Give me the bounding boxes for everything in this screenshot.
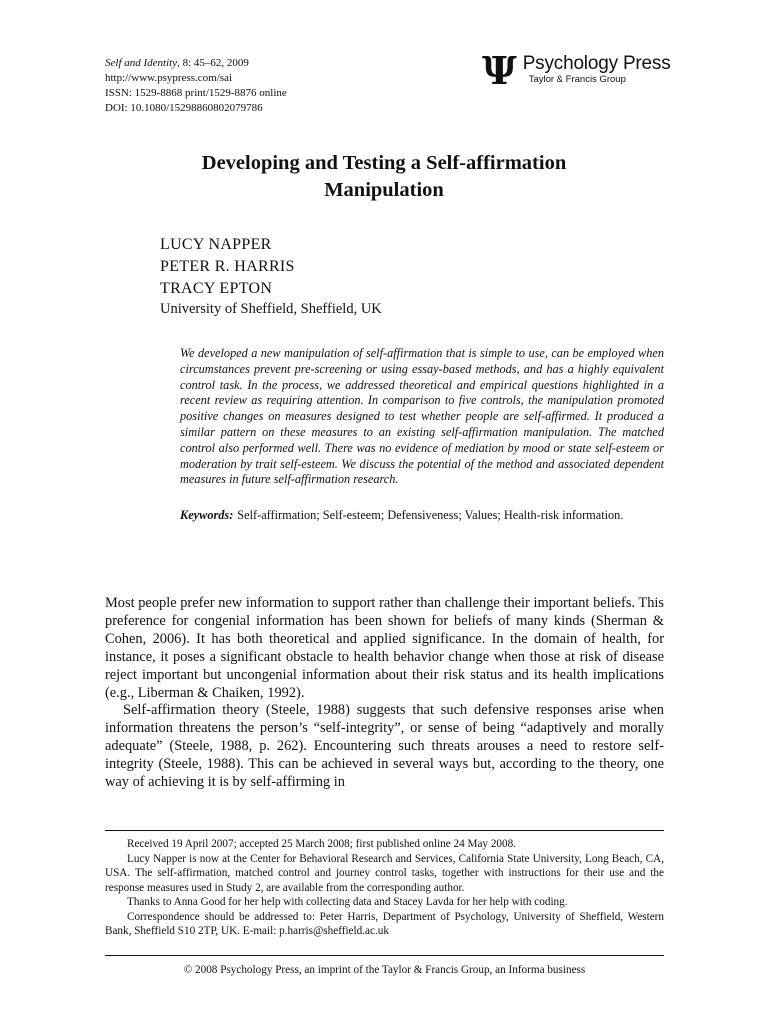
footnote-divider xyxy=(105,830,664,831)
article-title xyxy=(100,150,668,204)
footnote-acknowledgements: Thanks to Anna Good for her help with collecting data and Stacey Lavda for her help with coding. xyxy=(127,896,568,908)
keywords xyxy=(180,508,664,524)
copyright-divider xyxy=(105,955,664,956)
footnote-affiliation-note: Lucy Napper is now at the Center for Behavioral Research and Services, California State University, Long Beach, CA, USA. The self-affirmation, matched control and journey control tasks, together with instructions for their use and the response measures used in Study 2, are available from the corresponding author. xyxy=(105,852,664,894)
journal-citation: , 8: 45–62, 2009 xyxy=(177,57,249,69)
article-doi: DOI: 10.1080/15298860802079786 xyxy=(105,102,263,114)
journal-citation-line xyxy=(105,56,287,71)
author-name: TRACY EPTON xyxy=(160,280,273,297)
publisher-group: Taylor & Francis Group xyxy=(528,74,626,85)
journal-url[interactable]: http://www.psypress.com/sai xyxy=(105,72,232,84)
body-paragraph: Self-affirmation theory (Steele, 1988) suggests that such defensive responses arise when information threatens the person’s “self-integrity”, or sense of being “adaptively and morally adequate” (Steele, 1988, p. 262). Encountering such threats arouses a need to restore self-integrity (Steele, 1988). This can be achieved in several ways but, according to the theory, one way of achieving it is by self-affirming in xyxy=(105,702,664,791)
keywords-list: Self-affirmation; Self-esteem; Defensiveness; Values; Health-risk information. xyxy=(237,508,624,522)
publisher-logo xyxy=(482,48,671,93)
abstract: We developed a new manipulation of self-affirmation that is simple to use, can be employed when circumstances prevent pre-screening or using essay-based methods, and has a highly equivalent control task. In the process, we addressed theoretical and empirical questions highlighted in a recent review as requiring attention. In comparison to five controls, the manipulation promoted positive changes on measures designed to test whether people are self-affirmed. It produced a similar pattern on these measures to an existing self-affirmation manipulation. The matched control also performed well. There was no evidence of mediation by mood or state self-esteem or moderation by trait self-esteem. We discuss the potential of the method and associated dependent measures in future self-affirmation research. xyxy=(180,346,664,487)
body-text xyxy=(105,595,664,792)
keywords-label: Keywords: xyxy=(180,508,234,522)
author-name: PETER R. HARRIS xyxy=(160,258,295,275)
journal-issn: ISSN: 1529-8868 print/1529-8876 online xyxy=(105,87,287,99)
footnote-received: Received 19 April 2007; accepted 25 March 2008; first published online 24 May 2008. xyxy=(127,838,516,850)
article-title-line-1: Developing and Testing a Self-affirmation xyxy=(201,152,567,174)
author-affiliation: University of Sheffield, Sheffield, UK xyxy=(160,301,382,317)
author-list xyxy=(160,234,295,300)
footnote-correspondence: Correspondence should be addressed to: Peter Harris, Department of Psychology, University of Sheffield, Western Bank, Sheffield S10 2TP, UK. E-mail: p.harris@sheffield.ac.uk xyxy=(105,910,664,937)
body-paragraph: Most people prefer new information to support rather than challenge their important beliefs. This preference for congenial information has been shown for beliefs of many kinds (Sherman & Cohen, 2006). It has both theoretical and applied significance. In the domain of health, for instance, it poses a significant obstacle to health behavior change when those at risk of disease reject important but uncongenial information about their risk status and its health implications (e.g., Liberman & Chaiken, 1992). xyxy=(105,595,664,701)
footnotes xyxy=(105,837,664,939)
author-name: LUCY NAPPER xyxy=(160,236,272,253)
journal-meta xyxy=(105,56,287,116)
copyright-notice: © 2008 Psychology Press, an imprint of the Taylor & Francis Group, an Informa business xyxy=(183,964,586,976)
article-title-line-2: Manipulation xyxy=(324,179,444,201)
journal-name: Self and Identity xyxy=(105,57,178,69)
psi-logo-icon: Ψ xyxy=(482,48,517,93)
publisher-text xyxy=(523,54,671,85)
publisher-name: Psychology Press xyxy=(522,53,671,74)
